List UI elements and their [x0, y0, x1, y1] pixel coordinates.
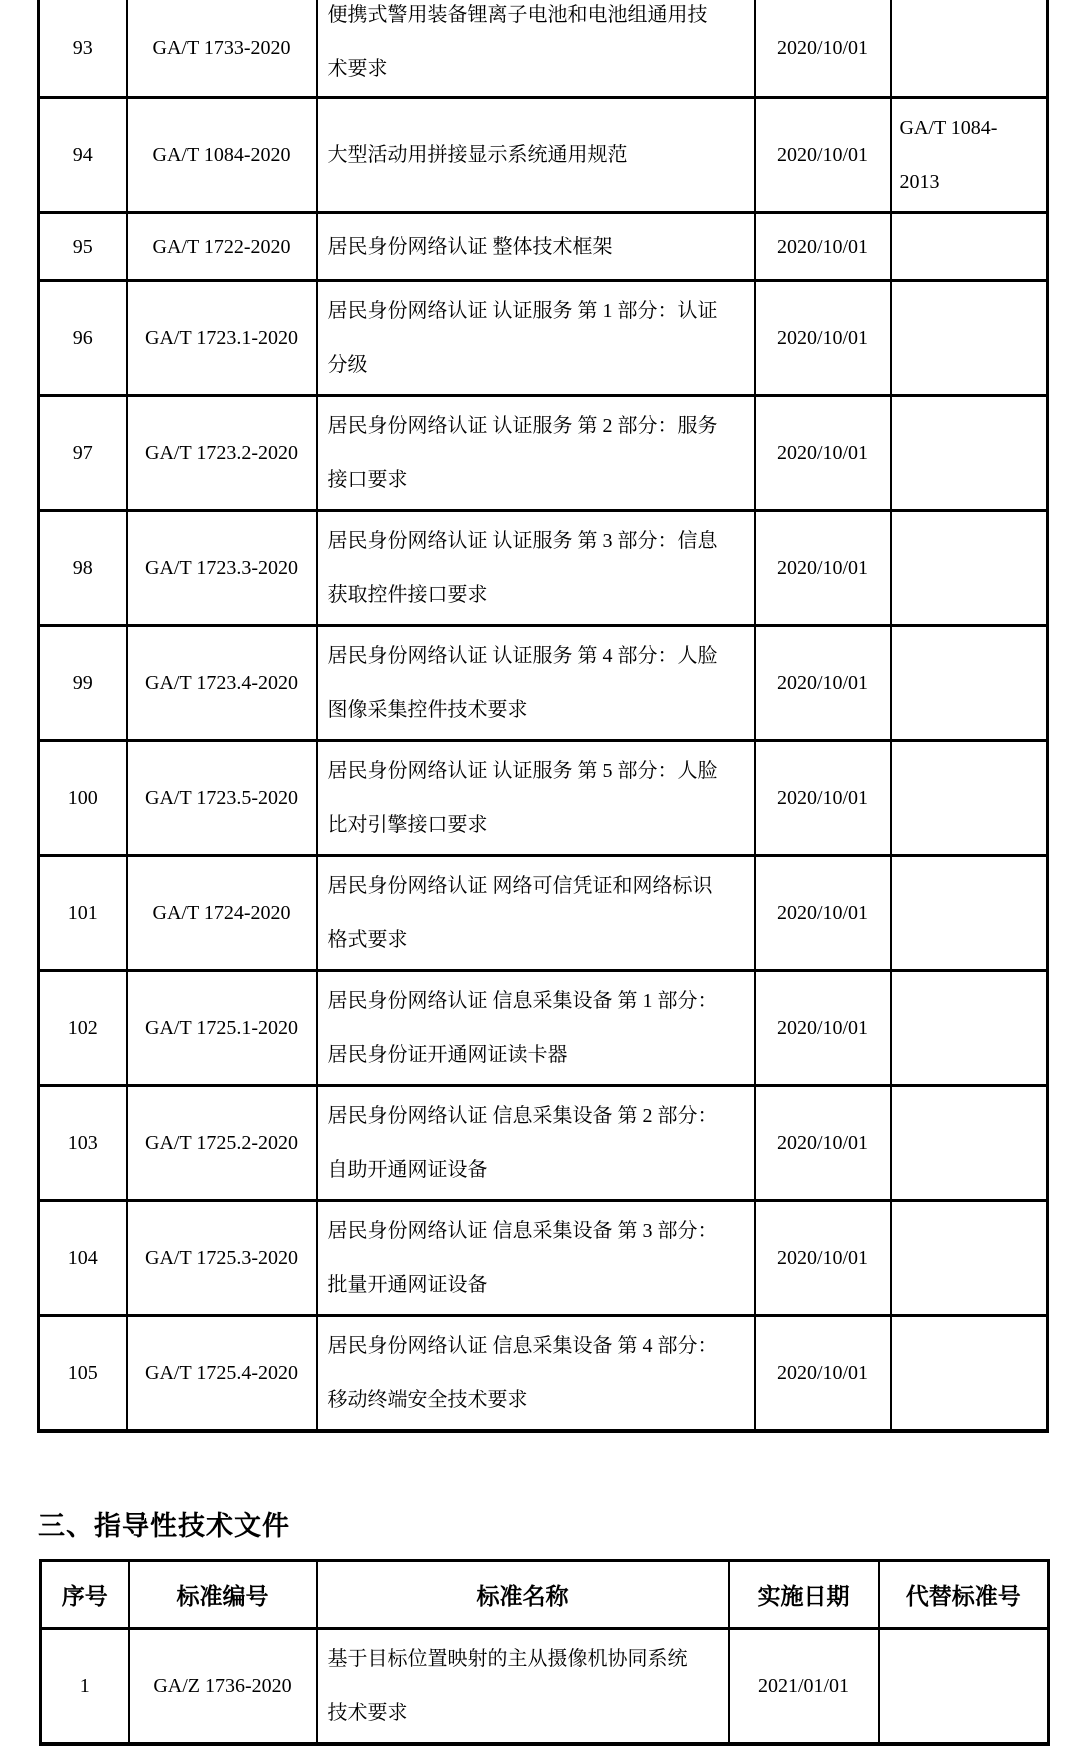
- implementation-date-cell: 2020/10/01: [755, 1086, 891, 1201]
- replaced-standard-cell: [891, 971, 1048, 1086]
- replaced-standard-cell: [891, 1086, 1048, 1201]
- col-header-standard-name: 标准名称: [317, 1561, 729, 1629]
- table-row: [39, 626, 1048, 741]
- replaced-standard-cell: [891, 281, 1048, 396]
- table-row: [39, 971, 1048, 1086]
- replaced-standard-cell: [891, 0, 1048, 98]
- row-number-cell: 98: [39, 511, 127, 626]
- replaced-standard-cell: [891, 511, 1048, 626]
- replaced-standard-cell: [891, 856, 1048, 971]
- table-row: [39, 1086, 1048, 1201]
- standard-code-cell: GA/T 1723.4-2020: [127, 626, 317, 741]
- table-header-row: [41, 1561, 1049, 1629]
- implementation-date-cell: 2021/01/01: [729, 1629, 879, 1744]
- standard-name-cell: 大型活动用拼接显示系统通用规范: [317, 98, 755, 213]
- implementation-date-cell: 2020/10/01: [755, 971, 891, 1086]
- standard-name-cell: 居民身份网络认证 信息采集设备 第 1 部分： 居民身份证开通网证读卡器: [317, 971, 755, 1086]
- standards-table-continued: [37, 0, 1049, 1433]
- table-row: [39, 741, 1048, 856]
- standard-code-cell: GA/T 1723.5-2020: [127, 741, 317, 856]
- row-number-cell: 93: [39, 0, 127, 98]
- table-row: [39, 396, 1048, 511]
- table-row: [39, 856, 1048, 971]
- table-row: [39, 1316, 1048, 1431]
- standard-code-cell: GA/T 1724-2020: [127, 856, 317, 971]
- row-number-cell: 95: [39, 213, 127, 281]
- row-number-cell: 1: [41, 1629, 129, 1744]
- standard-name-cell: 居民身份网络认证 认证服务 第 4 部分：人脸 图像采集控件技术要求: [317, 626, 755, 741]
- standard-code-cell: GA/T 1725.4-2020: [127, 1316, 317, 1431]
- row-number-cell: 97: [39, 396, 127, 511]
- standard-code-cell: GA/T 1084-2020: [127, 98, 317, 213]
- implementation-date-cell: 2020/10/01: [755, 856, 891, 971]
- implementation-date-cell: 2020/10/01: [755, 281, 891, 396]
- row-number-cell: 102: [39, 971, 127, 1086]
- table-row: [39, 213, 1048, 281]
- replaced-standard-cell: [879, 1629, 1049, 1744]
- standard-name-cell: 居民身份网络认证 认证服务 第 3 部分：信息 获取控件接口要求: [317, 511, 755, 626]
- section-heading: 三、指导性技术文件: [38, 1511, 290, 1541]
- standard-code-cell: GA/T 1725.2-2020: [127, 1086, 317, 1201]
- row-number-cell: 100: [39, 741, 127, 856]
- implementation-date-cell: 2020/10/01: [755, 1316, 891, 1431]
- standard-name-cell: 居民身份网络认证 整体技术框架: [317, 213, 755, 281]
- standard-name-cell: 居民身份网络认证 信息采集设备 第 4 部分： 移动终端安全技术要求: [317, 1316, 755, 1431]
- implementation-date-cell: 2020/10/01: [755, 0, 891, 98]
- col-header-standard-code: 标准编号: [129, 1561, 317, 1629]
- row-number-cell: 94: [39, 98, 127, 213]
- table-row: [39, 511, 1048, 626]
- replaced-standard-cell: [891, 1316, 1048, 1431]
- row-number-cell: 103: [39, 1086, 127, 1201]
- replaced-standard-cell: [891, 396, 1048, 511]
- standard-name-cell: 居民身份网络认证 认证服务 第 2 部分：服务 接口要求: [317, 396, 755, 511]
- table-row: [39, 1201, 1048, 1316]
- table-row: [39, 0, 1048, 98]
- row-number-cell: 105: [39, 1316, 127, 1431]
- standard-name-cell: 居民身份网络认证 认证服务 第 5 部分：人脸 比对引擎接口要求: [317, 741, 755, 856]
- implementation-date-cell: 2020/10/01: [755, 511, 891, 626]
- standard-name-cell: 便携式警用装备锂离子电池和电池组通用技 术要求: [317, 0, 755, 98]
- standard-code-cell: GA/T 1723.3-2020: [127, 511, 317, 626]
- row-number-cell: 104: [39, 1201, 127, 1316]
- guiding-documents-table: [39, 1559, 1050, 1746]
- standard-name-cell: 居民身份网络认证 信息采集设备 第 3 部分： 批量开通网证设备: [317, 1201, 755, 1316]
- table-row: [39, 98, 1048, 213]
- replaced-standard-cell: [891, 213, 1048, 281]
- replaced-standard-cell: [891, 741, 1048, 856]
- implementation-date-cell: 2020/10/01: [755, 626, 891, 741]
- replaced-standard-cell: [891, 1201, 1048, 1316]
- standard-name-cell: 基于目标位置映射的主从摄像机协同系统 技术要求: [317, 1629, 729, 1744]
- standard-code-cell: GA/T 1725.1-2020: [127, 971, 317, 1086]
- standard-name-cell: 居民身份网络认证 信息采集设备 第 2 部分： 自助开通网证设备: [317, 1086, 755, 1201]
- table-row: [39, 281, 1048, 396]
- implementation-date-cell: 2020/10/01: [755, 396, 891, 511]
- row-number-cell: 101: [39, 856, 127, 971]
- standard-name-cell: 居民身份网络认证 网络可信凭证和网络标识 格式要求: [317, 856, 755, 971]
- row-number-cell: 96: [39, 281, 127, 396]
- standard-code-cell: GA/Z 1736-2020: [129, 1629, 317, 1744]
- implementation-date-cell: 2020/10/01: [755, 98, 891, 213]
- replaced-standard-cell: [891, 626, 1048, 741]
- implementation-date-cell: 2020/10/01: [755, 741, 891, 856]
- table-row: [41, 1629, 1049, 1744]
- row-number-cell: 99: [39, 626, 127, 741]
- standard-code-cell: GA/T 1723.2-2020: [127, 396, 317, 511]
- implementation-date-cell: 2020/10/01: [755, 1201, 891, 1316]
- col-header-implementation-date: 实施日期: [729, 1561, 879, 1629]
- col-header-number: 序号: [41, 1561, 129, 1629]
- implementation-date-cell: 2020/10/01: [755, 213, 891, 281]
- col-header-replaced-standard: 代替标准号: [879, 1561, 1049, 1629]
- standard-code-cell: GA/T 1723.1-2020: [127, 281, 317, 396]
- replaced-standard-cell: GA/T 1084- 2013: [891, 98, 1048, 213]
- standard-code-cell: GA/T 1725.3-2020: [127, 1201, 317, 1316]
- standard-code-cell: GA/T 1722-2020: [127, 213, 317, 281]
- standard-name-cell: 居民身份网络认证 认证服务 第 1 部分：认证 分级: [317, 281, 755, 396]
- standard-code-cell: GA/T 1733-2020: [127, 0, 317, 98]
